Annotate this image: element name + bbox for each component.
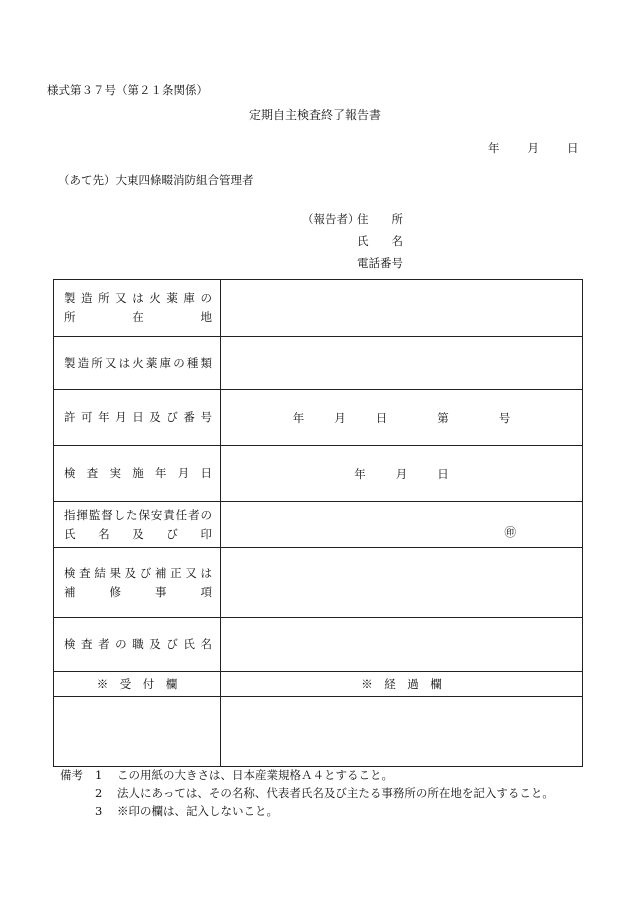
row-office-headers <box>54 672 583 697</box>
note-3-text: ※印の欄は、記入しないこと。 <box>117 804 278 818</box>
reporter-phone-label: 電話番号 <box>357 256 403 270</box>
label-results <box>54 548 221 618</box>
label-inspector-text: 検査者の職及び氏名 <box>64 637 212 651</box>
field-permit[interactable] <box>221 390 583 446</box>
notes <box>60 766 554 820</box>
report-date <box>488 140 579 156</box>
form-number: 様式第３７号（第２１条関係） <box>47 83 208 97</box>
label-inspection-date-text: 検査実施年月日 <box>64 466 212 480</box>
progress-header: ※ 経 過 欄 <box>221 672 583 697</box>
row-inspector <box>54 618 583 672</box>
addressee: （あて先）大東四條畷消防組合管理者 <box>58 173 254 187</box>
note-3-number: 3 <box>95 804 103 818</box>
reporter-label: （報告者） <box>302 212 360 226</box>
row-location <box>54 280 583 337</box>
reporter-block <box>302 208 417 274</box>
note-2-text: 法人にあっては、その名称、代表者氏名及び主たる事務所の所在地を記入すること。 <box>117 786 554 800</box>
row-inspection-date <box>54 446 583 502</box>
label-permit-text: 許可年月日及び番号 <box>64 410 212 424</box>
row-results <box>54 548 583 618</box>
permit-go: 号 <box>498 410 511 425</box>
field-supervisor[interactable] <box>221 502 583 548</box>
date-year: 年 <box>488 141 500 155</box>
field-location[interactable] <box>221 280 583 337</box>
note-1-number: 1 <box>95 768 103 782</box>
permit-dai: 第 <box>437 410 449 425</box>
inspection-day: 日 <box>437 466 449 481</box>
note-2-number: 2 <box>95 786 103 800</box>
row-supervisor <box>54 502 583 548</box>
label-type <box>54 337 221 390</box>
field-results[interactable] <box>221 548 583 618</box>
date-month: 月 <box>527 141 539 155</box>
permit-month: 月 <box>334 410 346 425</box>
label-results-line1: 検査結果及び補正又は <box>64 565 212 580</box>
seal-mark: ㊞ <box>504 524 516 539</box>
reporter-name-label: 氏 名 <box>357 234 403 248</box>
progress-field <box>221 697 583 767</box>
document-title: 定期自主検査終了報告書 <box>248 108 381 122</box>
label-inspection-date <box>54 446 221 502</box>
label-type-text: 製造所又は火薬庫の種類 <box>64 355 212 370</box>
label-location <box>54 280 221 337</box>
report-form-table <box>53 279 583 767</box>
permit-year: 年 <box>292 410 305 425</box>
label-results-line2: 補修事項 <box>64 584 212 599</box>
note-1-text: この用紙の大きさは、日本産業規格Ａ４とすること。 <box>117 768 393 782</box>
label-supervisor-line1: 指揮監督した保安責任者の <box>64 507 212 522</box>
row-type <box>54 337 583 390</box>
label-permit <box>54 390 221 446</box>
row-permit <box>54 390 583 446</box>
inspection-month: 月 <box>395 466 408 481</box>
field-type[interactable] <box>221 337 583 390</box>
row-office-fields <box>54 697 583 767</box>
label-inspector <box>54 618 221 672</box>
reporter-address-label: 住 所 <box>357 212 403 226</box>
field-inspection-date[interactable] <box>221 446 583 502</box>
inspection-year: 年 <box>354 466 366 481</box>
field-inspector[interactable] <box>221 618 583 672</box>
reception-header: ※ 受 付 欄 <box>54 672 221 697</box>
reception-field <box>54 697 221 767</box>
label-location-line1: 製造所又は火薬庫の <box>64 291 212 305</box>
label-supervisor <box>54 502 221 548</box>
label-supervisor-line2: 氏名及び印 <box>64 526 212 541</box>
label-location-line2: 所在地 <box>64 310 212 324</box>
notes-label: 備考 <box>60 768 83 782</box>
permit-day: 日 <box>375 410 388 425</box>
date-day: 日 <box>567 141 579 155</box>
